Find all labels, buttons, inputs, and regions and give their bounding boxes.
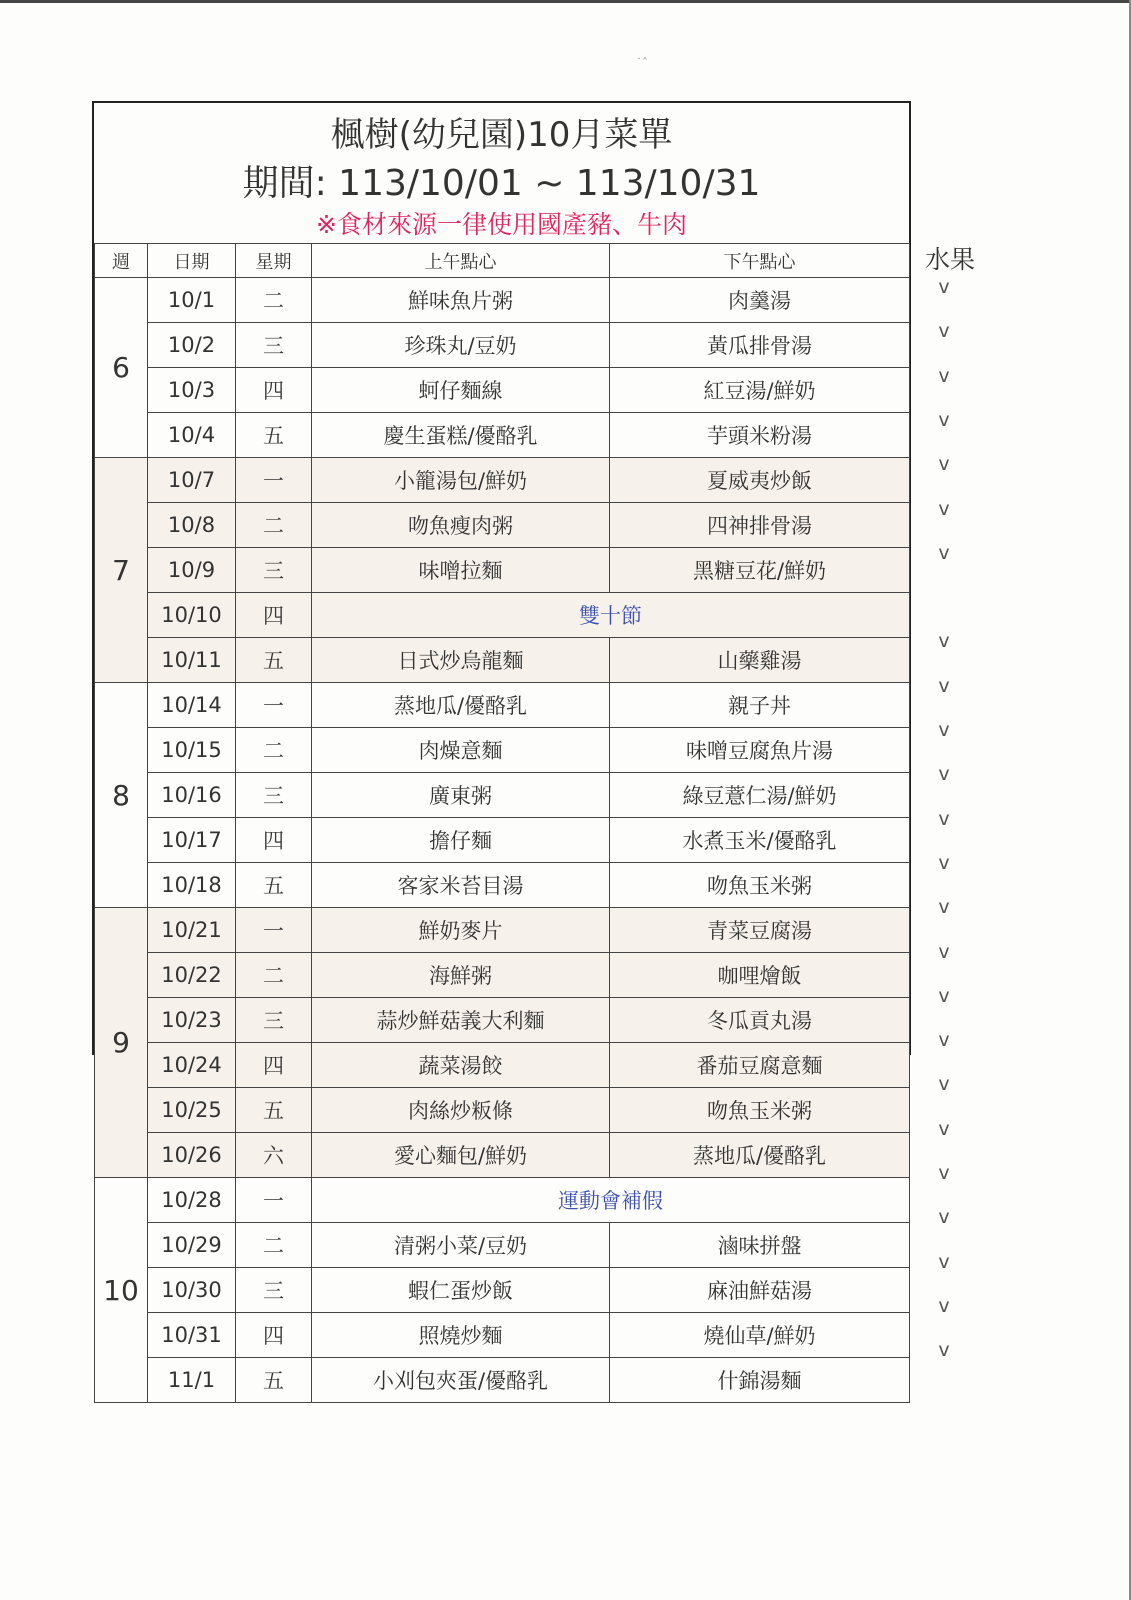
morning-snack-cell: 蒜炒鮮菇義大利麵 bbox=[312, 998, 610, 1043]
weekday-cell: 一 bbox=[236, 908, 312, 953]
afternoon-snack-cell: 黃瓜排骨湯 bbox=[610, 323, 910, 368]
weekday-cell: 二 bbox=[236, 503, 312, 548]
afternoon-snack-cell: 吻魚玉米粥 bbox=[610, 863, 910, 908]
morning-snack-cell: 蒸地瓜/優酪乳 bbox=[312, 683, 610, 728]
morning-snack-cell: 蝦仁蛋炒飯 bbox=[312, 1268, 610, 1313]
date-cell: 10/17 bbox=[148, 818, 236, 863]
afternoon-snack-cell: 味噌豆腐魚片湯 bbox=[610, 728, 910, 773]
morning-snack-cell: 照燒炒麵 bbox=[312, 1313, 610, 1358]
morning-snack-cell: 小籠湯包/鮮奶 bbox=[312, 458, 610, 503]
fruit-mark: v bbox=[938, 1294, 950, 1317]
morning-snack-cell: 清粥小菜/豆奶 bbox=[312, 1223, 610, 1268]
afternoon-snack-cell: 咖哩燴飯 bbox=[610, 953, 910, 998]
fruit-mark: v bbox=[938, 453, 950, 476]
weekday-cell: 三 bbox=[236, 998, 312, 1043]
table-row bbox=[95, 1268, 910, 1313]
weekday-cell: 五 bbox=[236, 1358, 312, 1403]
table-row bbox=[95, 1088, 910, 1133]
table-row bbox=[95, 1133, 910, 1178]
date-cell: 10/10 bbox=[148, 593, 236, 638]
menu-sheet bbox=[92, 101, 911, 1393]
afternoon-snack-cell: 什錦湯麵 bbox=[610, 1358, 910, 1403]
date-cell: 10/9 bbox=[148, 548, 236, 593]
fruit-mark: v bbox=[938, 1206, 950, 1229]
date-cell: 11/1 bbox=[148, 1358, 236, 1403]
afternoon-snack-cell: 青菜豆腐湯 bbox=[610, 908, 910, 953]
afternoon-snack-cell: 芋頭米粉湯 bbox=[610, 413, 910, 458]
date-cell: 10/14 bbox=[148, 683, 236, 728]
table-row bbox=[95, 368, 910, 413]
date-cell: 10/29 bbox=[148, 1223, 236, 1268]
weekday-cell: 三 bbox=[236, 773, 312, 818]
col-header-afternoon: 下午點心 bbox=[610, 244, 910, 278]
fruit-mark: v bbox=[938, 497, 950, 520]
date-cell: 10/28 bbox=[148, 1178, 236, 1223]
date-cell: 10/3 bbox=[148, 368, 236, 413]
menu-body bbox=[95, 278, 910, 1403]
afternoon-snack-cell: 番茄豆腐意麵 bbox=[610, 1043, 910, 1088]
afternoon-snack-cell: 綠豆薏仁湯/鮮奶 bbox=[610, 773, 910, 818]
fruit-mark: v bbox=[938, 1073, 950, 1096]
holiday-cell: 雙十節 bbox=[312, 593, 910, 638]
morning-snack-cell: 味噌拉麵 bbox=[312, 548, 610, 593]
fruit-mark: v bbox=[938, 763, 950, 786]
col-header-weekday: 星期 bbox=[236, 244, 312, 278]
morning-snack-cell: 肉絲炒粄條 bbox=[312, 1088, 610, 1133]
table-row bbox=[95, 1313, 910, 1358]
table-row bbox=[95, 638, 910, 683]
morning-snack-cell: 慶生蛋糕/優酪乳 bbox=[312, 413, 610, 458]
afternoon-snack-cell: 肉羹湯 bbox=[610, 278, 910, 323]
morning-snack-cell: 日式炒烏龍麵 bbox=[312, 638, 610, 683]
weekday-cell: 一 bbox=[236, 458, 312, 503]
fruit-mark: v bbox=[938, 1339, 950, 1362]
weekday-cell: 二 bbox=[236, 953, 312, 998]
weekday-cell: 六 bbox=[236, 1133, 312, 1178]
fruit-mark: v bbox=[938, 541, 950, 564]
fruit-mark: v bbox=[938, 940, 950, 963]
date-cell: 10/21 bbox=[148, 908, 236, 953]
afternoon-snack-cell: 夏威夷炒飯 bbox=[610, 458, 910, 503]
weekday-cell: 四 bbox=[236, 593, 312, 638]
fruit-mark: v bbox=[938, 719, 950, 741]
date-cell: 10/22 bbox=[148, 953, 236, 998]
weekday-cell: 一 bbox=[236, 1178, 312, 1223]
fruit-mark: v bbox=[938, 1250, 950, 1273]
weekday-cell: 四 bbox=[236, 1313, 312, 1358]
morning-snack-cell: 廣東粥 bbox=[312, 773, 610, 818]
date-cell: 10/23 bbox=[148, 998, 236, 1043]
afternoon-snack-cell: 四神排骨湯 bbox=[610, 503, 910, 548]
fruit-mark: v bbox=[938, 896, 950, 919]
weekday-cell: 四 bbox=[236, 368, 312, 413]
morning-snack-cell: 客家米苔目湯 bbox=[312, 863, 610, 908]
fruit-mark: v bbox=[938, 1029, 950, 1052]
fruit-mark: v bbox=[938, 674, 950, 697]
table-row bbox=[95, 458, 910, 503]
morning-snack-cell: 珍珠丸/豆奶 bbox=[312, 323, 610, 368]
afternoon-snack-cell: 燒仙草/鮮奶 bbox=[610, 1313, 910, 1358]
menu-table bbox=[94, 243, 910, 1403]
date-cell: 10/31 bbox=[148, 1313, 236, 1358]
morning-snack-cell: 蚵仔麵線 bbox=[312, 368, 610, 413]
fruit-mark: v bbox=[938, 1162, 950, 1184]
table-row bbox=[95, 773, 910, 818]
date-cell: 10/11 bbox=[148, 638, 236, 683]
morning-snack-cell: 吻魚瘦肉粥 bbox=[312, 503, 610, 548]
fruit-mark: v bbox=[938, 851, 950, 874]
fruit-mark: v bbox=[938, 984, 950, 1007]
table-row bbox=[95, 953, 910, 998]
date-cell: 10/4 bbox=[148, 413, 236, 458]
col-header-morning: 上午點心 bbox=[312, 244, 610, 278]
weekday-cell: 五 bbox=[236, 413, 312, 458]
date-cell: 10/8 bbox=[148, 503, 236, 548]
weekday-cell: 四 bbox=[236, 1043, 312, 1088]
date-cell: 10/1 bbox=[148, 278, 236, 323]
weekday-cell: 二 bbox=[236, 1223, 312, 1268]
table-row bbox=[95, 413, 910, 458]
morning-snack-cell: 小刈包夾蛋/優酪乳 bbox=[312, 1358, 610, 1403]
date-cell: 10/18 bbox=[148, 863, 236, 908]
weekday-cell: 三 bbox=[236, 323, 312, 368]
afternoon-snack-cell: 紅豆湯/鮮奶 bbox=[610, 368, 910, 413]
weekday-cell: 二 bbox=[236, 278, 312, 323]
weekday-cell: 五 bbox=[236, 638, 312, 683]
col-header-fruit: 水果 bbox=[924, 245, 975, 274]
weekday-cell: 三 bbox=[236, 548, 312, 593]
table-row bbox=[95, 683, 910, 728]
afternoon-snack-cell: 冬瓜貢丸湯 bbox=[610, 998, 910, 1043]
weekday-cell: 二 bbox=[236, 728, 312, 773]
fruit-mark: v bbox=[938, 408, 950, 431]
date-cell: 10/25 bbox=[148, 1088, 236, 1133]
col-header-week: 週 bbox=[95, 244, 148, 278]
table-row bbox=[95, 1358, 910, 1403]
table-row bbox=[95, 998, 910, 1043]
morning-snack-cell: 鮮奶麥片 bbox=[312, 908, 610, 953]
date-cell: 10/7 bbox=[148, 458, 236, 503]
fruit-mark: v bbox=[938, 807, 950, 830]
table-header-row bbox=[95, 244, 910, 278]
afternoon-snack-cell: 黑糖豆花/鮮奶 bbox=[610, 548, 910, 593]
week-number-cell: 8 bbox=[95, 683, 148, 908]
week-number-cell: 6 bbox=[95, 278, 148, 458]
date-cell: 10/24 bbox=[148, 1043, 236, 1088]
fruit-mark: v bbox=[938, 276, 950, 298]
table-row bbox=[95, 323, 910, 368]
table-row bbox=[95, 548, 910, 593]
afternoon-snack-cell: 山藥雞湯 bbox=[610, 638, 910, 683]
afternoon-snack-cell: 麻油鮮菇湯 bbox=[610, 1268, 910, 1313]
table-row bbox=[95, 503, 910, 548]
page-title: 楓樹(幼兒園)10月菜單 bbox=[330, 115, 673, 155]
date-cell: 10/2 bbox=[148, 323, 236, 368]
afternoon-snack-cell: 水煮玉米/優酪乳 bbox=[610, 818, 910, 863]
table-row bbox=[95, 278, 910, 323]
date-cell: 10/15 bbox=[148, 728, 236, 773]
table-row bbox=[95, 863, 910, 908]
weekday-cell: 四 bbox=[236, 818, 312, 863]
morning-snack-cell: 肉燥意麵 bbox=[312, 728, 610, 773]
morning-snack-cell: 愛心麵包/鮮奶 bbox=[312, 1133, 610, 1178]
menu-period: 期間: 113/10/01 ~ 113/10/31 bbox=[242, 163, 761, 204]
afternoon-snack-cell: 蒸地瓜/優酪乳 bbox=[610, 1133, 910, 1178]
morning-snack-cell: 海鮮粥 bbox=[312, 953, 610, 998]
fruit-mark: v bbox=[938, 364, 950, 387]
week-number-cell: 9 bbox=[95, 908, 148, 1178]
afternoon-snack-cell: 親子丼 bbox=[610, 683, 910, 728]
afternoon-snack-cell: 吻魚玉米粥 bbox=[610, 1088, 910, 1133]
table-row bbox=[95, 728, 910, 773]
fruit-mark: v bbox=[938, 1117, 950, 1140]
table-row bbox=[95, 1178, 910, 1223]
week-number-cell: 7 bbox=[95, 458, 148, 683]
weekday-cell: 三 bbox=[236, 1268, 312, 1313]
table-row bbox=[95, 1043, 910, 1088]
morning-snack-cell: 擔仔麵 bbox=[312, 818, 610, 863]
table-row bbox=[95, 1223, 910, 1268]
table-row bbox=[95, 593, 910, 638]
col-header-date: 日期 bbox=[148, 244, 236, 278]
scan-specks: ˙ˆ bbox=[636, 56, 648, 70]
menu-header bbox=[94, 103, 909, 243]
date-cell: 10/30 bbox=[148, 1268, 236, 1313]
week-number-cell: 10 bbox=[95, 1178, 148, 1403]
date-cell: 10/26 bbox=[148, 1133, 236, 1178]
fruit-mark: v bbox=[938, 630, 950, 653]
fruit-mark: v bbox=[938, 320, 950, 343]
date-cell: 10/16 bbox=[148, 773, 236, 818]
table-row bbox=[95, 908, 910, 953]
morning-snack-cell: 蔬菜湯餃 bbox=[312, 1043, 610, 1088]
weekday-cell: 五 bbox=[236, 863, 312, 908]
weekday-cell: 一 bbox=[236, 683, 312, 728]
scan-edge-top bbox=[0, 0, 1131, 3]
morning-snack-cell: 鮮味魚片粥 bbox=[312, 278, 610, 323]
weekday-cell: 五 bbox=[236, 1088, 312, 1133]
ingredient-note: ※食材來源一律使用國產豬、牛肉 bbox=[316, 210, 687, 239]
afternoon-snack-cell: 滷味拼盤 bbox=[610, 1223, 910, 1268]
table-row bbox=[95, 818, 910, 863]
holiday-cell: 運動會補假 bbox=[312, 1178, 910, 1223]
